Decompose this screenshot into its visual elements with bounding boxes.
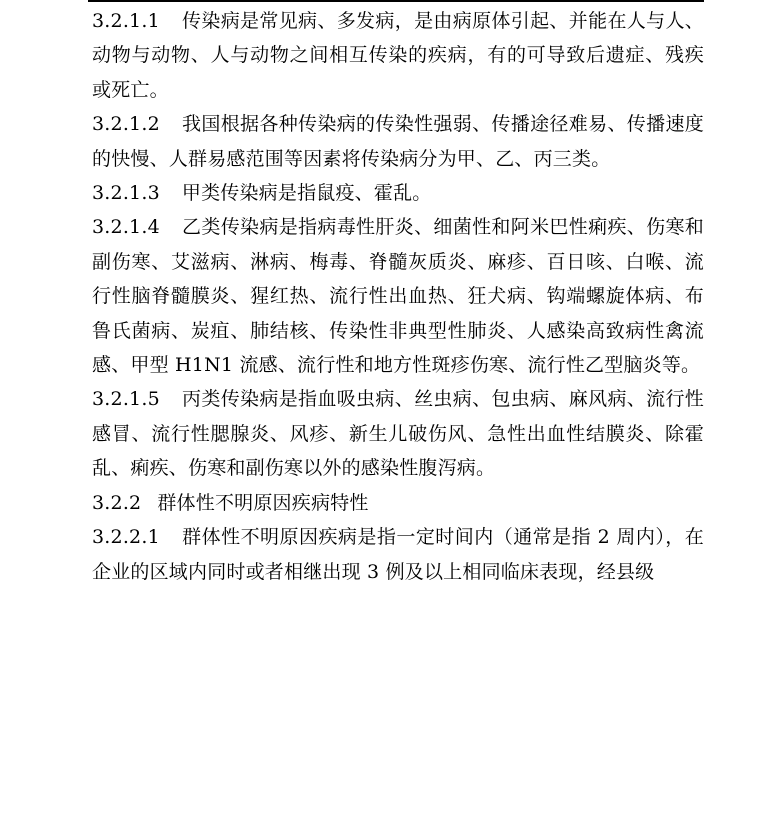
paragraph-3-2-1-4	[92, 210, 704, 382]
section-heading-text: 群体性不明原因疾病特性	[157, 491, 369, 514]
section-heading-3-2-2	[92, 486, 704, 520]
section-number: 3.2.1.5	[92, 388, 160, 411]
paragraph-text: 传染病是常见病、多发病，是由病原体引起、并能在人与人、动物与动物、人与动物之间相互传染的疾病，有的可导致后遗症、残疾或死亡。	[92, 10, 704, 101]
paragraph-3-2-1-5	[92, 382, 704, 485]
section-number: 3.2.1.4	[92, 216, 160, 239]
paragraph-text: 群体性不明原因疾病是指一定时间内（通常是指 2 周内），在企业的区域内同时或者相继出现 3 例及以上相同临床表现，经县级	[92, 526, 704, 583]
paragraph-3-2-2-1	[92, 520, 704, 589]
paragraph-3-2-1-1	[92, 4, 704, 107]
paragraph-3-2-1-2	[92, 107, 704, 176]
document-body	[92, 4, 704, 589]
paragraph-text: 我国根据各种传染病的传染性强弱、传播途径难易、传播速度的快慢、人群易感范围等因素将传染病分为甲、乙、丙三类。	[92, 113, 704, 170]
paragraph-text: 乙类传染病是指病毒性肝炎、细菌性和阿米巴性痢疾、伤寒和副伤寒、艾滋病、淋病、梅毒、脊髓灰质炎、麻疹、百日咳、白喉、流行性脑脊髓膜炎、猩红热、流行性出血热、狂犬病、钩端螺旋体病、布鲁氏菌病、炭疽、肺结核、传染性非典型性肺炎、人感染高致病性禽流感、甲型 H1N1 流感、流行性和地方性斑疹伤寒、流行性乙型脑炎等。	[92, 216, 704, 377]
header-rule	[88, 0, 704, 2]
section-number: 3.2.2	[92, 491, 142, 514]
paragraph-3-2-1-3	[92, 176, 704, 210]
paragraph-text: 丙类传染病是指血吸虫病、丝虫病、包虫病、麻风病、流行性感冒、流行性腮腺炎、风疹、新生儿破伤风、急性出血性结膜炎、除霍乱、痢疾、伤寒和副伤寒以外的感染性腹泻病。	[92, 388, 704, 480]
section-number: 3.2.2.1	[92, 526, 160, 549]
paragraph-text: 甲类传染病是指鼠疫、霍乱。	[181, 182, 432, 205]
section-number: 3.2.1.1	[92, 10, 160, 32]
section-number: 3.2.1.2	[92, 113, 160, 136]
section-number: 3.2.1.3	[92, 182, 160, 205]
